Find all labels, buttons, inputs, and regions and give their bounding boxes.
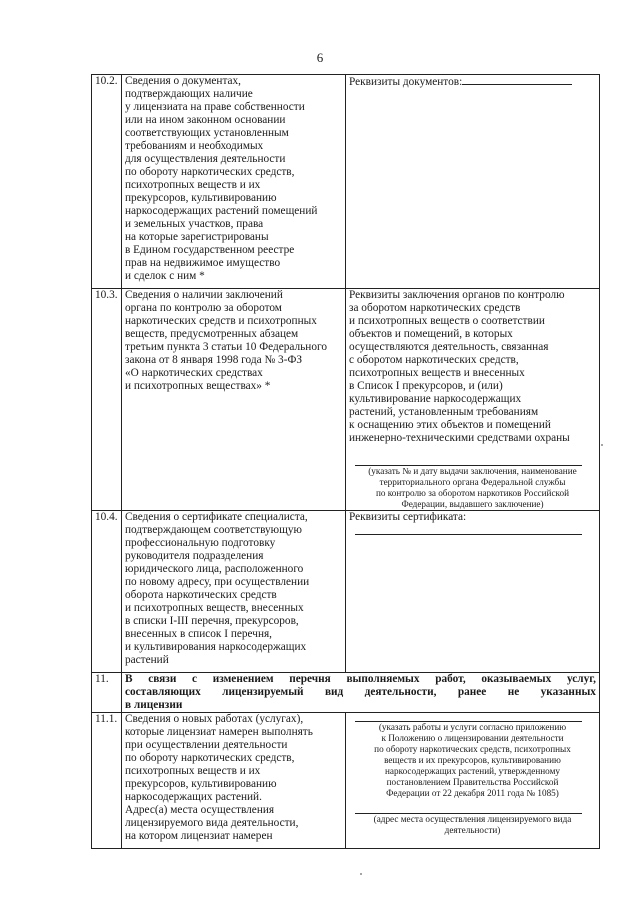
text-line: при осуществлении деятельности: [125, 739, 288, 751]
text-line: на котором лицензиат намерен: [125, 830, 273, 842]
text-line: лицензируемого вида деятельности,: [125, 817, 299, 829]
text-line: для осуществления деятельности: [125, 153, 286, 165]
text-line: подтверждающем соответствующую: [125, 524, 302, 536]
text-line: Сведения о сертификате специалиста,: [125, 511, 308, 523]
license-info-table: [91, 74, 600, 849]
row-number: 10.2.: [92, 75, 122, 289]
certificate-requisites-label: Реквизиты сертификата:: [349, 511, 467, 523]
text-line: к Положению о лицензировании деятельности: [381, 733, 564, 743]
text-line: Сведения о новых работах (услугах),: [125, 713, 304, 725]
text-line: и психотропных веществ о соответствии: [349, 315, 545, 327]
row-10-2: [92, 75, 600, 289]
section-heading: [122, 673, 600, 713]
heading-word: В: [125, 673, 133, 685]
text-line: по обороту наркотических средств,: [125, 166, 295, 178]
address-caption: [349, 814, 596, 836]
text-line: которые лицензиат намерен выполнять: [125, 726, 313, 738]
row-10-3: [92, 289, 600, 511]
heading-word: составляющих: [125, 686, 201, 698]
certificate-entry-field[interactable]: [349, 524, 596, 534]
conclusion-entry-field[interactable]: [349, 445, 596, 465]
text-line: Федерации, выдавшего заключение): [401, 499, 544, 509]
text-line: по контролю за оборотом наркотиков Российской: [375, 488, 570, 498]
text-line: психотропных веществ и их: [125, 179, 261, 191]
text-line: и сделок с ним *: [125, 270, 205, 282]
heading-word: не: [507, 686, 520, 698]
heading-word: выполняемых: [346, 673, 420, 685]
text-line: в Список I прекурсоров, и (или): [349, 380, 503, 392]
text-line: закона от 8 января 1998 года № 3-ФЗ: [125, 354, 303, 366]
text-line: психотропных веществ и внесенных: [349, 367, 525, 379]
row-description: [122, 713, 346, 849]
row-number: 10.4.: [92, 511, 122, 673]
row-value: [346, 75, 600, 289]
text-line: веществ, предусмотренных абзацем: [125, 328, 299, 340]
heading-word: перечня: [289, 673, 331, 685]
text-line: прав на недвижимое имущество: [125, 257, 281, 269]
text-line: подтверждающих наличие: [125, 88, 253, 100]
row-value: [346, 511, 600, 673]
text-line: веществ и их прекурсоров, культивированию: [384, 755, 561, 765]
heading-word: деятельности,: [364, 686, 437, 698]
text-line: (адрес места осуществления лицензируемого вида: [373, 814, 572, 824]
text-line: наркосодержащих растений помещений: [125, 205, 318, 217]
text-line: объектов и помещений, в которых: [349, 328, 513, 340]
text-line: на которые зарегистрированы: [125, 231, 269, 243]
text-line: постановлением Правительства Российской: [386, 777, 559, 787]
heading-word: лицензируемый: [222, 686, 304, 698]
row-value: [346, 713, 600, 849]
text-line: Федерации от 22 декабря 2011 года № 1085): [386, 788, 559, 798]
text-line: Сведения о документах,: [125, 75, 242, 87]
row-11: [92, 673, 600, 713]
row-11-1: [92, 713, 600, 849]
heading-word: с: [192, 673, 198, 685]
text-line: растений: [125, 654, 169, 666]
text-line: соответствующих установленным: [125, 127, 289, 139]
text-line: территориального органа Федеральной службы: [379, 477, 566, 487]
text-line: требованиям и необходимых: [125, 140, 264, 152]
text-line: наркосодержащих растений.: [125, 791, 262, 803]
row-description: [122, 75, 346, 289]
row-number: 11.: [92, 673, 122, 713]
text-line: Реквизиты заключения органов по контролю: [349, 289, 565, 301]
scan-speck: [360, 873, 362, 875]
text-line: прекурсоров, культивированию: [125, 192, 277, 204]
text-line: третьим пункта 3 статьи 10 Федерального: [125, 341, 327, 353]
text-line: и земельных участков, права: [125, 218, 264, 230]
text-line: руководителя подразделения: [125, 550, 264, 562]
text-line: по новому адресу, при осуществлении: [125, 576, 310, 588]
text-line: в Едином государственном реестре: [125, 244, 295, 256]
heading-word: изменением: [212, 673, 274, 685]
address-entry-field[interactable]: [349, 799, 596, 813]
heading-line-2: [125, 686, 596, 699]
heading-word: работ,: [435, 673, 466, 685]
text-line: прекурсоров, культивированию: [125, 778, 277, 790]
works-entry-field[interactable]: [349, 713, 596, 721]
heading-word: услуг,: [566, 673, 596, 685]
heading-line-3: в лицензии: [125, 699, 183, 711]
heading-word: ранее: [457, 686, 487, 698]
text-line: оборота наркотических средств: [125, 589, 277, 601]
certificate-entry-underline: [355, 534, 582, 535]
text-line: культивирование наркосодержащих: [349, 393, 522, 405]
text-line: (указать работы и услуги согласно приложению: [378, 722, 567, 732]
scan-speck: [601, 444, 603, 446]
text-line: и психотропных веществах» *: [125, 380, 271, 392]
heading-line-1: [125, 673, 596, 686]
text-line: по обороту наркотических средств,: [125, 752, 295, 764]
heading-word: оказываемых: [481, 673, 552, 685]
text-line: по обороту наркотических средств, психотропных: [374, 744, 571, 754]
text-line: в списки I-III перечня, прекурсоров,: [125, 615, 299, 627]
page-number: 6: [316, 50, 324, 65]
row-value: [346, 289, 600, 511]
row-number: 10.3.: [92, 289, 122, 511]
text-line: с оборотом наркотических средств,: [349, 354, 519, 366]
text-line: внесенных в список I перечня,: [125, 628, 273, 640]
heading-word: связи: [148, 673, 177, 685]
works-caption: [349, 722, 596, 799]
text-line: профессиональную подготовку: [125, 537, 276, 549]
text-line: растений, установленным требованиям: [349, 406, 539, 418]
text-line: Адрес(а) места осуществления: [125, 804, 275, 816]
text-line: и психотропных веществ, внесенных: [125, 602, 304, 614]
text-line: наркосодержащих растений, утвержденному: [385, 766, 560, 776]
text-line: у лицензиата на праве собственности: [125, 101, 305, 113]
text-line: юридического лица, расположенного: [125, 563, 304, 575]
documents-requisites-field[interactable]: [462, 75, 572, 85]
text-line: за оборотом наркотических средств: [349, 302, 521, 314]
text-line: и культивирования наркосодержащих: [125, 641, 307, 653]
row-description: [122, 289, 346, 511]
text-line: психотропных веществ и их: [125, 765, 261, 777]
text-line: деятельности): [444, 825, 501, 835]
row-10-4: [92, 511, 600, 673]
heading-word: указанных: [540, 686, 596, 698]
text-line: (указать № и дату выдачи заключения, наименование: [368, 466, 577, 476]
row-description: [122, 511, 346, 673]
text-line: или на ином законном основании: [125, 114, 286, 126]
text-line: инженерно-техническими средствами охраны: [349, 432, 570, 444]
text-line: Сведения о наличии заключений: [125, 289, 283, 301]
text-line: органа по контролю за оборотом: [125, 302, 282, 314]
text-line: осуществляются деятельность, связанная: [349, 341, 549, 353]
documents-requisites-label: Реквизиты документов:: [349, 76, 463, 88]
text-line: «О наркотических средствах: [125, 367, 263, 379]
conclusion-caption: [349, 466, 596, 510]
heading-word: вид: [324, 686, 344, 698]
text-line: наркотических средств и психотропных: [125, 315, 317, 327]
text-line: к оснащению этих объектов и помещений: [349, 419, 551, 431]
row-number: 11.1.: [92, 713, 122, 849]
